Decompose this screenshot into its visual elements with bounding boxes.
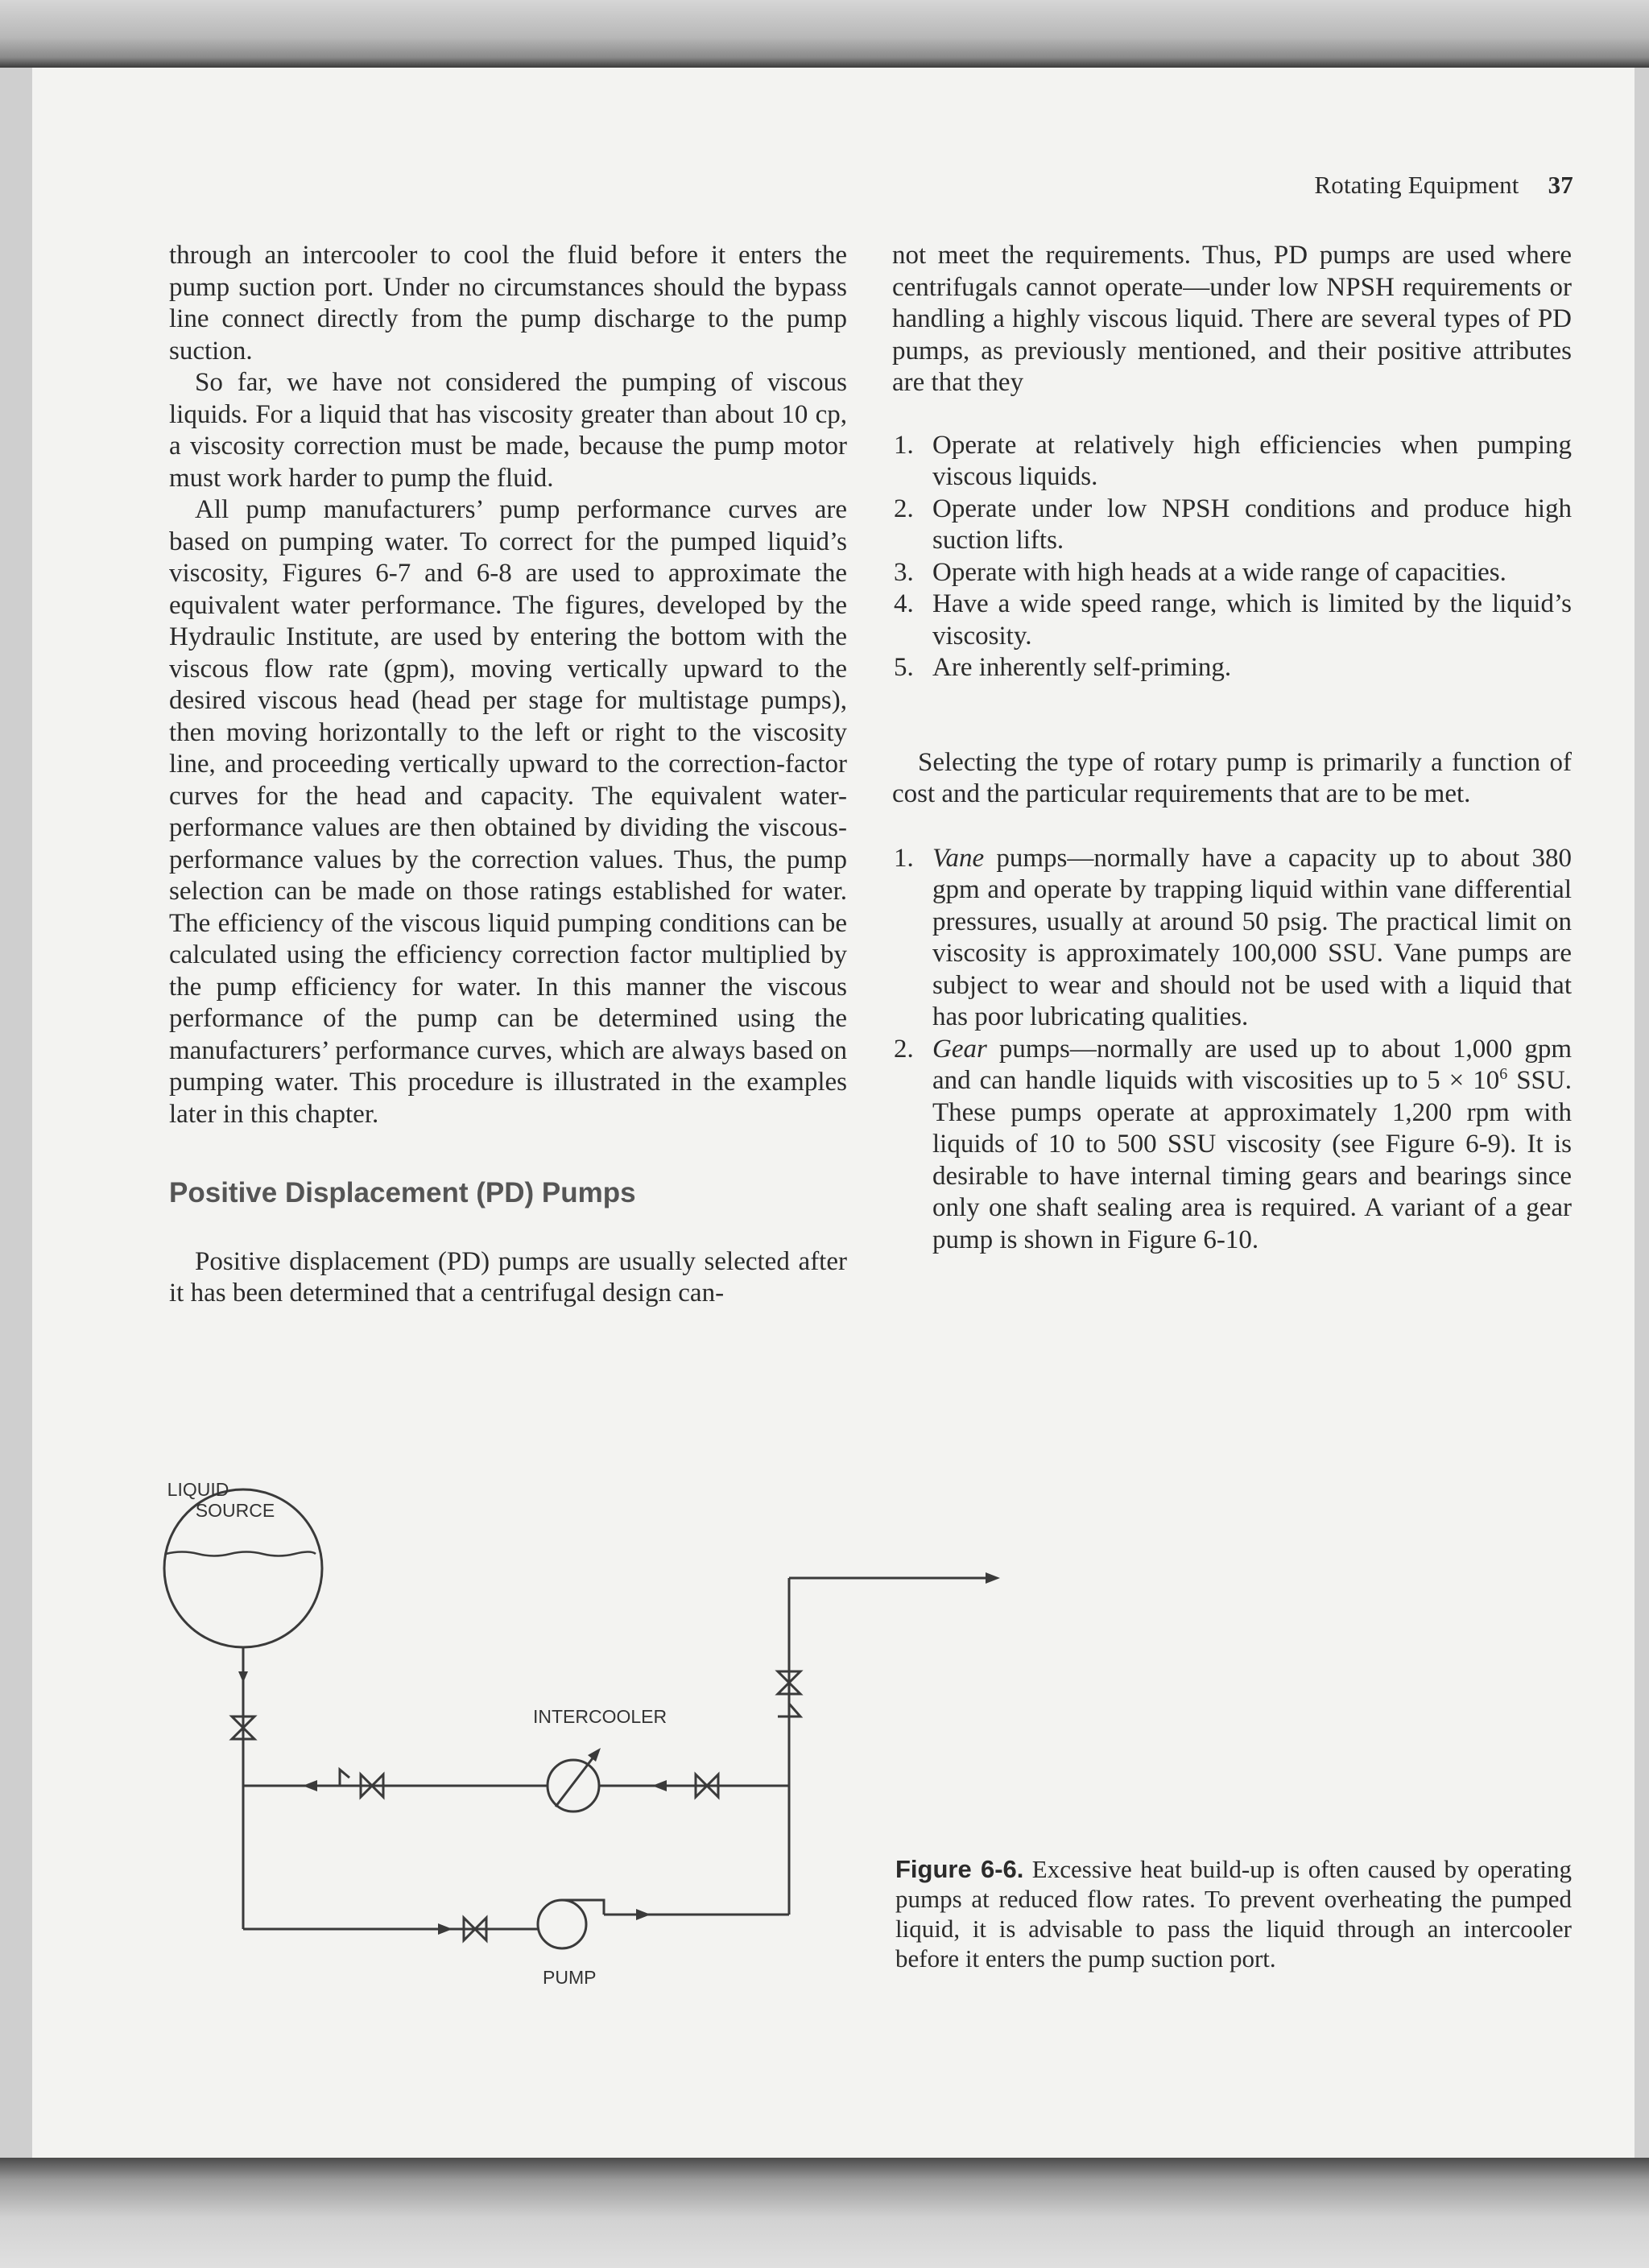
section-heading: Positive Displacement (PD) Pumps — [169, 1177, 636, 1208]
page-number: 37 — [1548, 171, 1573, 199]
figure-caption — [895, 1854, 1572, 1973]
paragraph: not meet the requirements. Thus, PD pumps are used where centrifugals cannot operate—under low NPSH requirements or handling a highly viscous liquid. There are several types of PD pumps, as previously mentioned, and their positive attributes are that they — [892, 241, 1572, 397]
list-item: 1. Vane pumps—normally have a capacity up to about 380 gpm and operate by trapping liquid within vane differential pressures, usually at around 50 psig. The practical limit on viscosity is approximately 100,000 SSU. Vane pumps are subject to wear and should not be used with a liquid that has poor lubricating qualities. — [894, 843, 1572, 1031]
intercooler-label: INTERCOOLER — [533, 1706, 667, 1727]
liquid-level — [166, 1552, 316, 1556]
list-item: 5. Are inherently self-priming. — [894, 653, 1232, 682]
paragraph: So far, we have not considered the pumping of viscous liquids. For a liquid that has viscosity greater than about 10 cp, a viscosity correction must be made, because the pump motor must work harder to pump the fluid. — [169, 368, 847, 493]
paragraph: Positive displacement (PD) pumps are usually selected after it has been determined that a centrifugal design can- — [169, 1246, 847, 1308]
running-head-title: Rotating Equipment — [1314, 171, 1519, 199]
liquid-label: LIQUID — [167, 1479, 229, 1500]
figure-6-6-diagram — [153, 1473, 1023, 2117]
paragraph: All pump manufacturers’ pump performance curves are based on pumping water. To correct for the pumped liquid’s viscosity, Figures 6-7 and 6-8 are used to approximate the equivalent water performance. The figures, developed by the Hydraulic Institute, are used by entering the bottom with the viscous flow rate (gpm), moving vertically upward to the desired viscous head (head per stage for multistage pumps), then moving horizontally to the left or right to the viscosity line, and proceeding vertically upward to the correction-factor curves for the head and capacity. The equivalent water-performance values are then obtained by dividing the viscous-performance values by the correction values. Thus, the pump selection can be made on those ratings established for water. The efficiency of the viscous liquid pumping conditions can be calculated using the efficiency correction factor multiplied by the pump efficiency for water. In this manner the viscous performance of the pump can be determined using the manufacturers’ performance curves, which are always based on pumping water. This procedure is illustrated in the examples later in this chapter. — [169, 495, 847, 1129]
source-label: SOURCE — [195, 1500, 275, 1521]
scan-bottom-edge — [0, 2158, 1649, 2268]
paragraph: Selecting the type of rotary pump is primarily a function of cost and the particular requirements that are to be met. — [892, 747, 1572, 808]
list-item: 3. Operate with high heads at a wide range of capacities. — [894, 557, 1506, 587]
list-item: 2. Operate under low NPSH conditions and produce high suction lifts. — [894, 494, 1572, 555]
scan-top-edge — [0, 0, 1649, 68]
list-item: 2. Gear pumps—normally are used up to about 1,000 gpm and can handle liquids with viscosities up to $5 \times 10^6$ SSU. These pumps operate at approximately 1,200 rpm with liquids of 10 to 500 SSU viscosity (see Figure 6-9). It is desirable to have internal timing gears and bearings since only one shaft sealing area is required. A variant of a gear pump is shown in Figure 6-10. — [894, 1034, 1572, 1254]
flow-arrow — [636, 1909, 651, 1920]
pump-icon — [538, 1900, 586, 1948]
flow-arrow — [652, 1780, 667, 1791]
paragraph: through an intercooler to cool the fluid before it enters the pump suction port. Under no circumstances should the bypass line connect directly from the pump discharge to the pump suction. — [169, 241, 847, 366]
flow-arrow — [238, 1671, 248, 1683]
pump-label: PUMP — [543, 1967, 597, 1988]
list-item: 4. Have a wide speed range, which is limited by the liquid’s viscosity. — [894, 589, 1572, 651]
outlet-arrow — [986, 1572, 1000, 1584]
pump-types-list — [892, 843, 1572, 1257]
left-column — [169, 240, 847, 1310]
list-item: 1. Operate at relatively high efficiencies when pumping viscous liquids. — [894, 430, 1572, 491]
intercooler-icon — [548, 1760, 599, 1812]
running-head — [1314, 171, 1573, 200]
right-column — [892, 240, 1572, 1256]
attributes-list — [892, 430, 1572, 684]
caption-label: Figure 6-6. — [895, 1855, 1024, 1883]
check-valve — [340, 1770, 349, 1786]
flow-arrow — [303, 1780, 317, 1791]
caption-text: Excessive heat build-up is often caused by operating pumps at reduced flow rates. To prevent overheating the pumped liquid, it is advisable to pass the liquid through an intercooler before it enters the pump suction port. — [895, 1855, 1572, 1973]
flow-arrow — [438, 1923, 453, 1935]
